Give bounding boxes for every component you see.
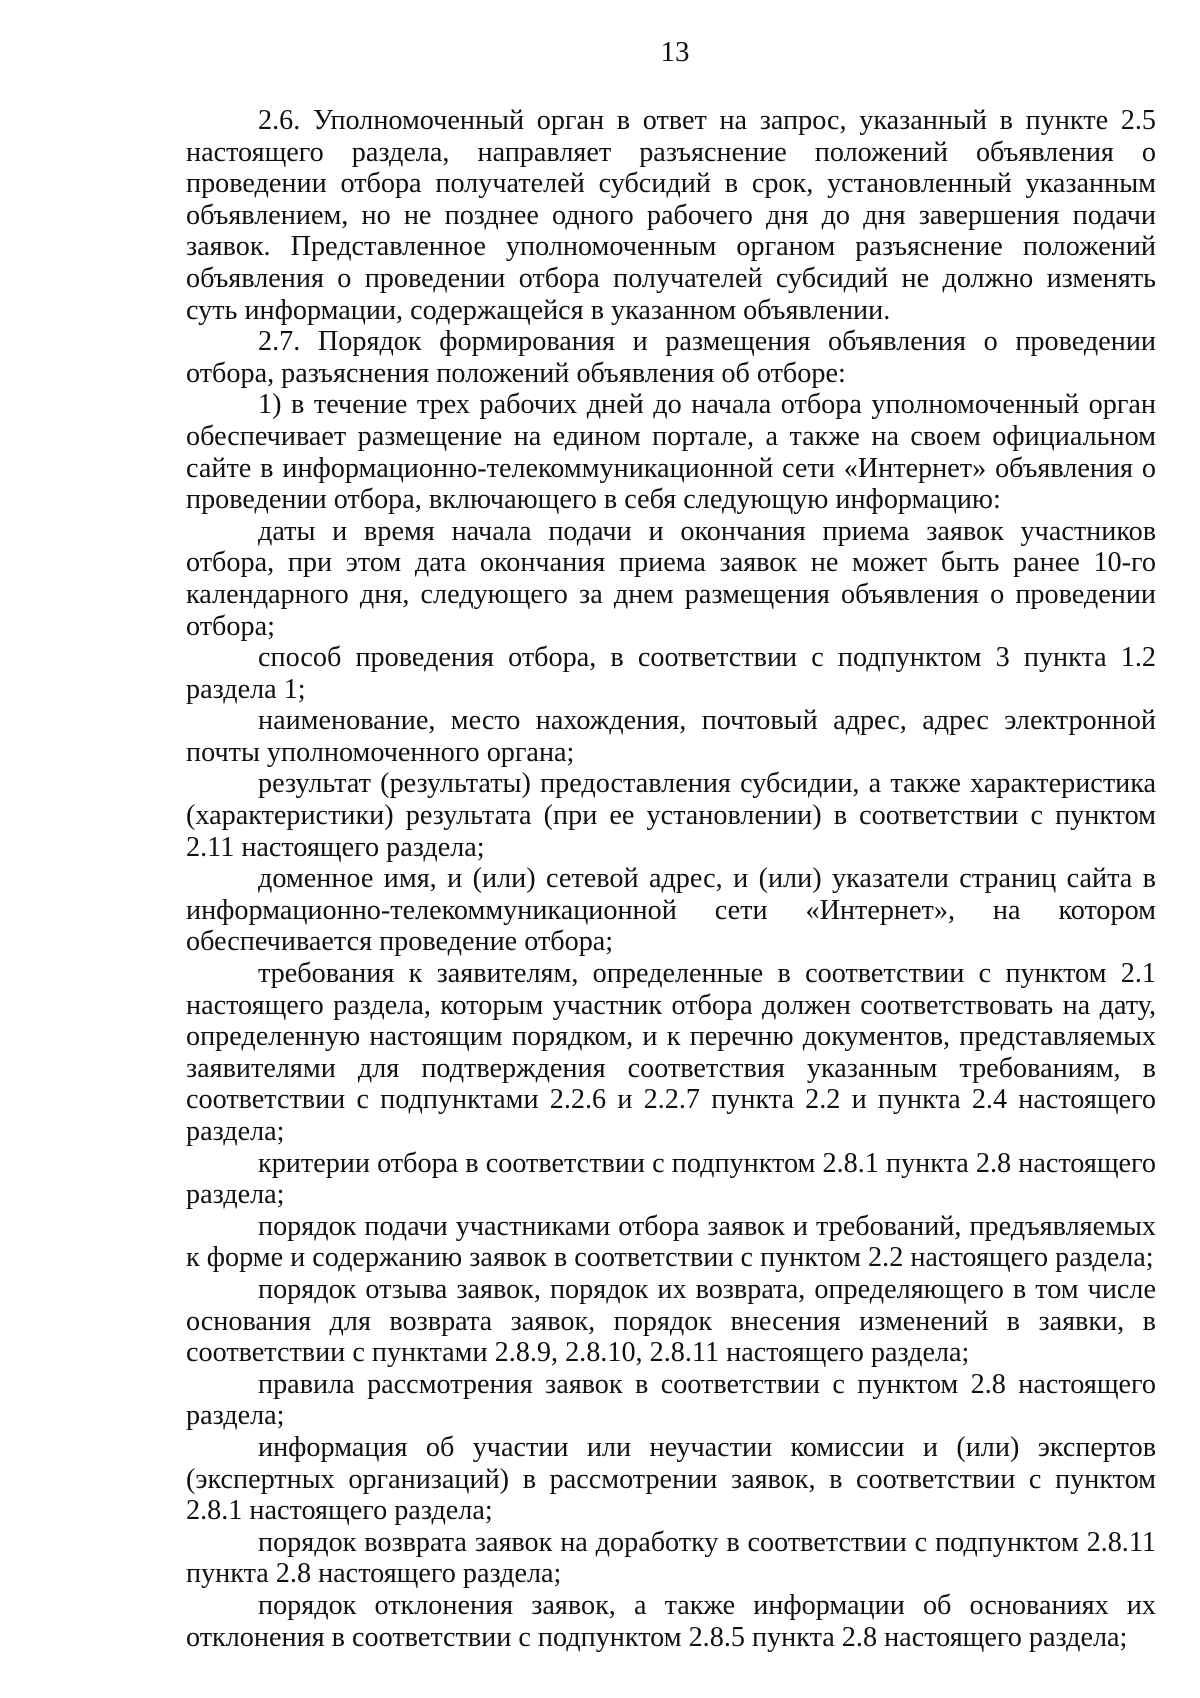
list-item-method: способ проведения отбора, в соответствии с подпунктом 3 пункта 1.2 раздела 1; [186, 642, 1156, 705]
list-item-withdrawal: порядок отзыва заявок, порядок их возврата, определяющего в том числе основания для возврата заявок, порядок внесения изменений в заявки, в соответствии с пунктами 2.8.9, 2.8.10, 2.8.11 настоящего раздела; [186, 1273, 1156, 1369]
list-item-dates: даты и время начала подачи и окончания приема заявок участников отбора, при этом дата окончания приема заявок не может быть ранее 10-го календарного дня, следующего за днем размещения объявления о проведении отбора; [186, 515, 1156, 642]
page-number: 13 [660, 36, 690, 68]
list-item-return: порядок возврата заявок на доработку в соответствии с подпунктом 2.8.11 пункта 2.8 настоящего раздела; [186, 1526, 1156, 1590]
subparagraph-1: 1) в течение трех рабочих дней до начала отбора уполномоченный орган обеспечивает размещение на едином портале, а также на своем официальном сайте в информационно-телекоммуникационной сети «Интернет» объявления о проведении отбора, включающего в себя следующую информацию: [186, 389, 1156, 516]
list-item-review-rules: правила рассмотрения заявок в соответствии с пунктом 2.8 настоящего раздела; [186, 1368, 1156, 1432]
list-item-submission: порядок подачи участниками отбора заявок и требований, предъявляемых к форме и содержанию заявок в соответствии с пунктом 2.2 настоящего раздела; [186, 1210, 1156, 1274]
paragraph-2-6: 2.6. Уполномоченный орган в ответ на запрос, указанный в пункте 2.5 настоящего раздела, направляет разъяснение положений объявления о проведении отбора получателей субсидий в срок, установленный указанным объявлением, но не позднее одного рабочего дня до дня завершения подачи заявок. Представленное уполномоченным органом разъяснение положений объявления о проведении отбора получателей субсидий не должно изменять суть информации, содержащейся в указанном объявлении. [186, 105, 1156, 326]
list-item-requirements: требования к заявителям, определенные в соответствии с пунктом 2.1 настоящего раздела, которым участник отбора должен соответствовать на дату, определенную настоящим порядком, и к перечню документов, представляемых заявителями для подтверждения соответствия указанным требованиям, в соответствии с подпунктами 2.2.6 и 2.2.7 пункта 2.2 и пункта 2.4 настоящего раздела; [186, 958, 1156, 1147]
document-body [186, 105, 1156, 1653]
list-item-domain: доменное имя, и (или) сетевой адрес, и (или) указатели страниц сайта в информационно-телекоммуникационной сети «Интернет», на котором обеспечивается проведение отбора; [186, 863, 1156, 958]
list-item-rejection: порядок отклонения заявок, а также информации об основаниях их отклонения в соответствии с подпунктом 2.8.5 пункта 2.8 настоящего раздела; [186, 1589, 1156, 1653]
list-item-results: результат (результаты) предоставления субсидии, а также характеристика (характеристики) результата (при ее установлении) в соответствии с пунктом 2.11 настоящего раздела; [186, 768, 1156, 863]
list-item-criteria: критерии отбора в соответствии с подпунктом 2.8.1 пункта 2.8 настоящего раздела; [186, 1147, 1156, 1211]
list-item-commission: информация об участии или неучастии комиссии и (или) экспертов (экспертных организаций) в рассмотрении заявок, в соответствии с пунктом 2.8.1 настоящего раздела; [186, 1431, 1156, 1527]
list-item-contacts: наименование, место нахождения, почтовый адрес, адрес электронной почты уполномоченного органа; [186, 705, 1156, 768]
paragraph-2-7: 2.7. Порядок формирования и размещения объявления о проведении отбора, разъяснения положений объявления об отборе: [186, 326, 1156, 389]
